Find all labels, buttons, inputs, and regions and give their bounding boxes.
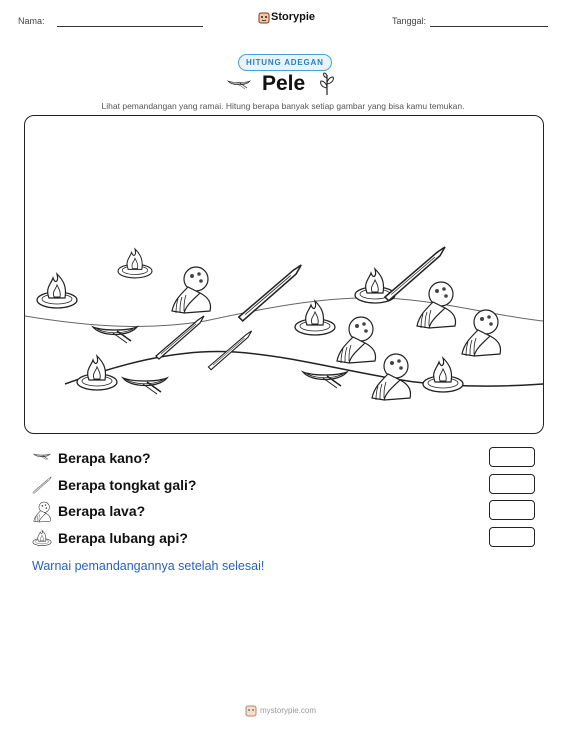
- storypie-logo-icon: [258, 11, 270, 23]
- answer-box-digging-stick[interactable]: [489, 474, 535, 494]
- fire-pit: [37, 274, 77, 308]
- activity-badge: HITUNG ADEGAN: [238, 54, 332, 71]
- scene-frame: [24, 115, 544, 434]
- answer-box-lava[interactable]: [489, 500, 535, 520]
- fire-pit: [295, 301, 335, 335]
- page-title: Pele: [262, 72, 306, 95]
- digging-stick-icon: [32, 475, 52, 495]
- canoe: [123, 378, 167, 394]
- question-lava: Berapa lava?: [58, 503, 146, 519]
- brand-name: Storypie: [271, 11, 316, 23]
- canoe-icon: [226, 76, 252, 99]
- coloring-note: Warnai pemandangannya setelah selesai!: [32, 559, 265, 573]
- lava: [172, 267, 211, 313]
- lava: [372, 354, 411, 400]
- scene-illustration: [25, 116, 543, 433]
- name-field-line[interactable]: [57, 26, 203, 27]
- question-canoe: Berapa kano?: [58, 450, 151, 466]
- lava-icon: [32, 501, 52, 523]
- fire-pit: [77, 356, 117, 390]
- fire-pit: [423, 358, 463, 392]
- date-label: Tanggal:: [392, 16, 427, 26]
- canoe: [93, 327, 137, 343]
- question-fire-pit: Berapa lubang api?: [58, 530, 188, 546]
- digging-stick: [239, 265, 301, 321]
- lava: [337, 317, 376, 363]
- question-digging-stick: Berapa tongkat gali?: [58, 477, 197, 493]
- canoe-icon: [32, 449, 52, 465]
- answer-box-fire-pit[interactable]: [489, 527, 535, 547]
- fire-pit: [118, 249, 152, 278]
- lava: [462, 310, 501, 356]
- canoe: [303, 372, 347, 388]
- fire-pit-icon: [32, 527, 52, 549]
- date-field-line[interactable]: [430, 26, 548, 27]
- answer-box-canoe[interactable]: [489, 447, 535, 467]
- digging-stick: [208, 331, 251, 370]
- storypie-logo-icon: [245, 704, 257, 716]
- name-label: Nama:: [18, 16, 45, 26]
- site-url: mystorypie.com: [260, 706, 317, 715]
- instructions: Lihat pemandangan yang ramai. Hitung berapa banyak setiap gambar yang bisa kamu temukan.: [101, 101, 465, 111]
- plant-icon: [318, 72, 336, 101]
